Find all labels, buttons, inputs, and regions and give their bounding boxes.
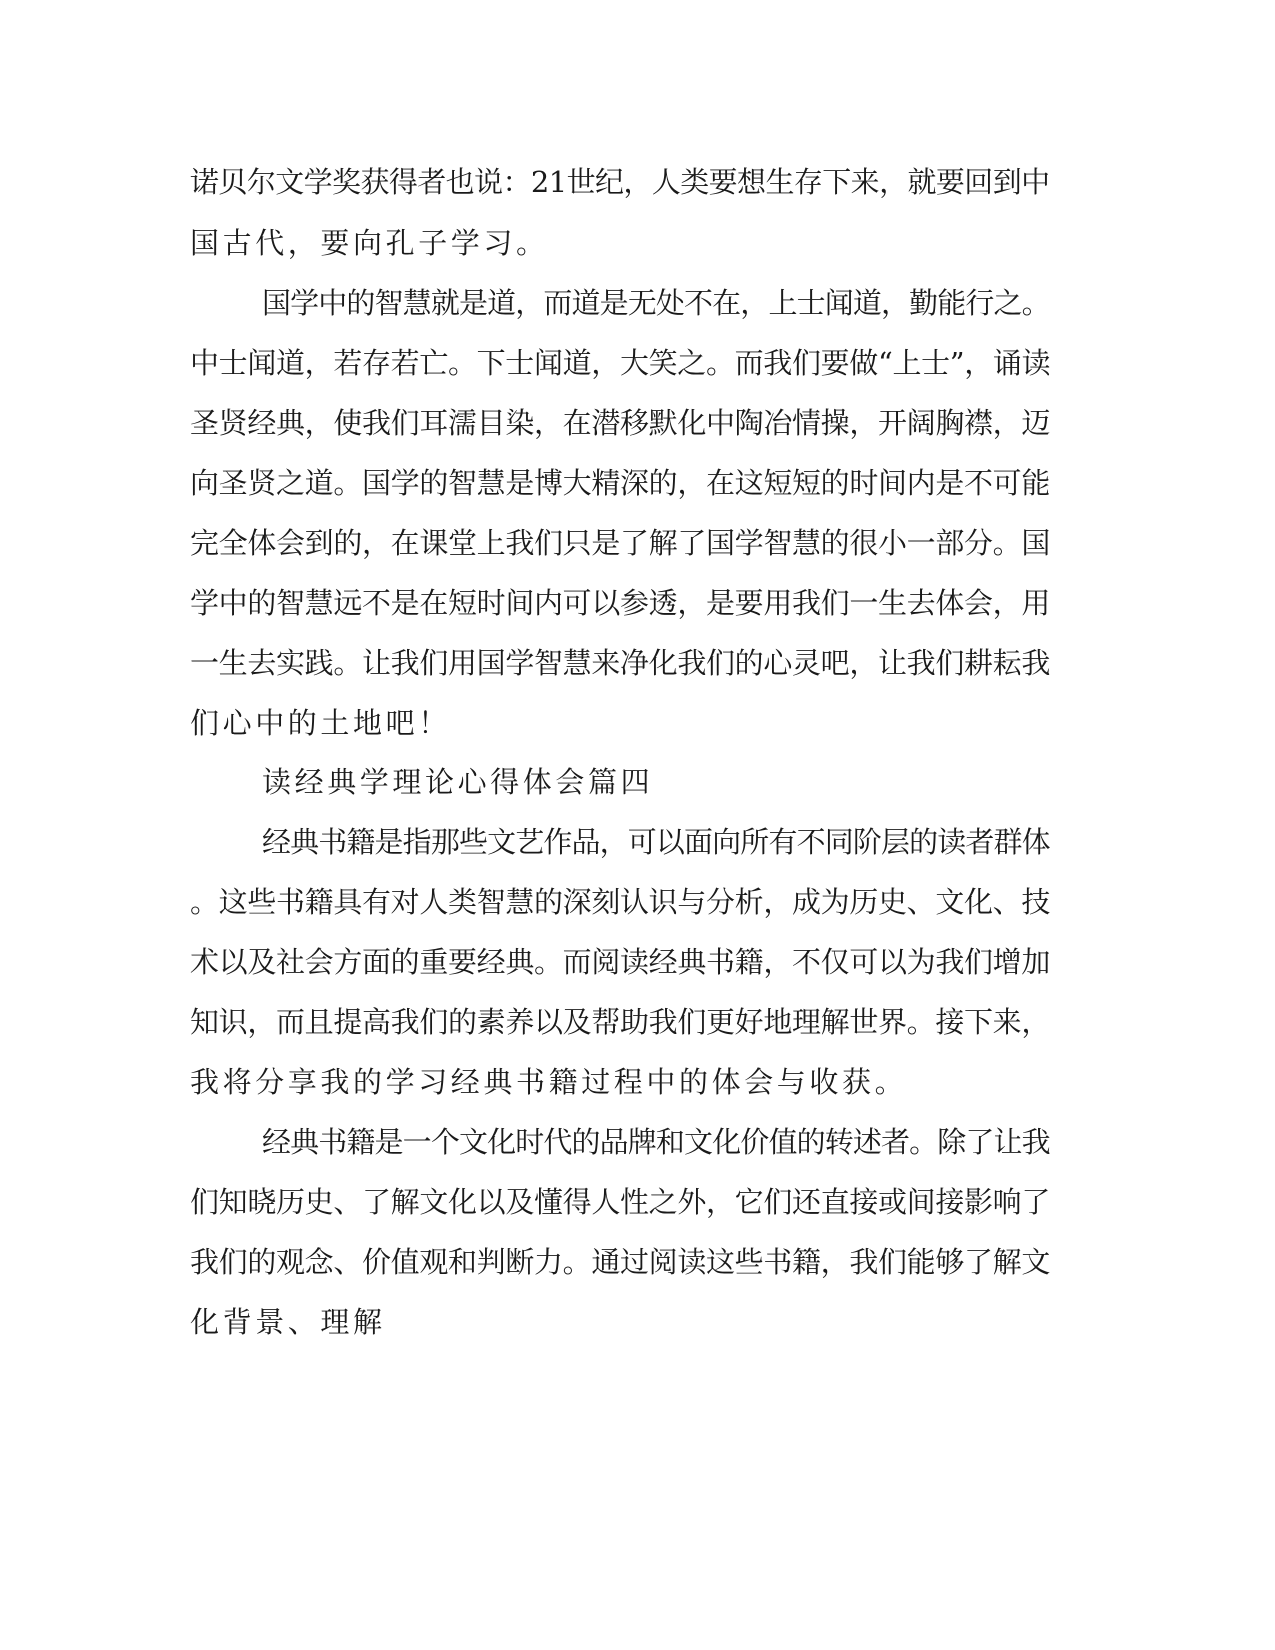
text-line: 诺贝尔文学奖获得者也说：21世纪，人类要想生存下来，就要回到中 (190, 165, 1050, 199)
paragraph-first-line: 经典书籍是一个文化时代的品牌和文化价值的转述者。除了让我 (262, 1125, 1050, 1159)
text-line: 我们的观念、价值观和判断力。通过阅读这些书籍，我们能够了解文 (190, 1245, 1051, 1279)
text-line: 们心中的土地吧！ (190, 706, 451, 740)
text-line: 。这些书籍具有对人类智慧的深刻认识与分析，成为历史、文化、技 (190, 885, 1051, 919)
text-line: 完全体会到的，在课堂上我们只是了解了国学智慧的很小一部分。国 (190, 526, 1051, 560)
text-line: 国古代，要向孔子学习。 (190, 226, 549, 260)
text-line: 圣贤经典，使我们耳濡目染，在潜移默化中陶冶情操，开阔胸襟，迈 (190, 406, 1051, 440)
section-heading: 读经典学理论心得体会篇四 (262, 765, 654, 799)
text-line: 一生去实践。让我们用国学智慧来净化我们的心灵吧，让我们耕耘我 (190, 646, 1051, 680)
text-line: 学中的智慧远不是在短时间内可以参透，是要用我们一生去体会，用 (190, 586, 1051, 620)
text-line: 我将分享我的学习经典书籍过程中的体会与收获。 (190, 1065, 908, 1099)
paragraph-first-line: 经典书籍是指那些文艺作品，可以面向所有不同阶层的读者群体 (262, 825, 1050, 859)
paragraph-first-line: 国学中的智慧就是道，而道是无处不在，上士闻道，勤能行之。 (262, 286, 1050, 320)
text-line: 向圣贤之道。国学的智慧是博大精深的，在这短短的时间内是不可能 (190, 466, 1051, 500)
text-line: 术以及社会方面的重要经典。而阅读经典书籍，不仅可以为我们增加 (190, 945, 1051, 979)
text-line: 知识，而且提高我们的素养以及帮助我们更好地理解世界。接下来， (190, 1005, 1051, 1039)
text-line: 中士闻道，若存若亡。下士闻道，大笑之。而我们要做“上士”，诵读 (190, 346, 1051, 380)
text-line: 化背景、理解 (190, 1305, 386, 1339)
text-line: 们知晓历史、了解文化以及懂得人性之外，它们还直接或间接影响了 (190, 1185, 1051, 1219)
